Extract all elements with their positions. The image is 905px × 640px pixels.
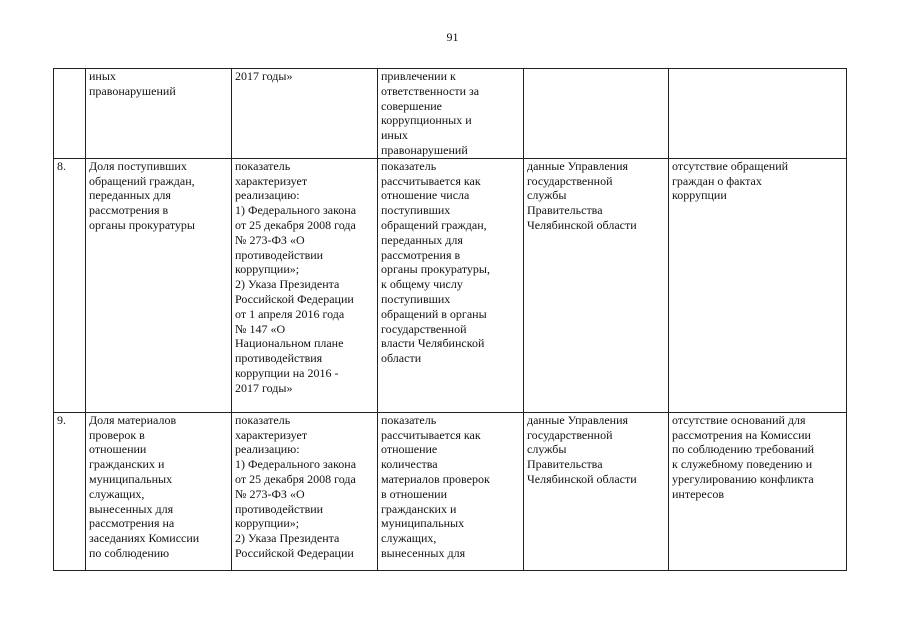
cell-text-line: данные Управления: [527, 158, 629, 173]
cell-text-line: интересов: [672, 486, 725, 501]
cell-text-line: поступивших: [381, 203, 451, 218]
cell-text-line: служащих,: [89, 486, 145, 501]
cell-text-line: от 1 апреля 2016 года: [235, 306, 345, 321]
cell-text-line: показатель: [235, 158, 291, 173]
page-number: 91: [446, 30, 459, 44]
cell-text-line: № 273-ФЗ «О: [235, 486, 305, 501]
cell-text-line: противодействия: [235, 351, 323, 366]
cell-text-line: области: [381, 351, 422, 366]
cell-text-line: 1) Федерального закона: [235, 203, 357, 218]
cell-text-line: государственной: [381, 321, 467, 336]
cell-text-line: муниципальных: [381, 516, 465, 531]
cell-text-line: Правительства: [527, 457, 603, 472]
cell-text-line: по соблюдению: [89, 545, 170, 560]
cell-text-line: коррупции»;: [235, 516, 300, 531]
cell-text-line: службы: [527, 442, 567, 457]
cell-text-line: характеризует: [235, 173, 308, 188]
cell-text-line: обращений в органы: [381, 306, 487, 321]
cell-text-line: поступивших: [381, 291, 451, 306]
cell-text-line: привлечении к: [381, 69, 456, 83]
cell-text-line: показатель: [235, 412, 291, 427]
table-body: [54, 69, 847, 571]
cell-text-line: власти Челябинской: [381, 336, 485, 351]
cell-text-line: 2017 годы»: [235, 380, 293, 395]
cell-source: [524, 412, 669, 570]
table-row: [54, 158, 847, 412]
cell-text-line: характеризует: [235, 427, 308, 442]
cell-text-line: служащих,: [381, 531, 437, 546]
cell-condition: [669, 158, 847, 412]
cell-text-line: государственной: [527, 427, 613, 442]
cell-text-line: иных: [381, 128, 408, 143]
cell-text-line: граждан о фактах: [672, 173, 762, 188]
cell-text-line: Российской Федерации: [235, 291, 354, 306]
cell-text-line: органы прокуратуры: [89, 217, 195, 232]
cell-text-line: 1) Федерального закона: [235, 457, 357, 472]
cell-indicator-name: [86, 412, 232, 570]
cell-source: [524, 158, 669, 412]
cell-text-line: к общему числу: [381, 277, 463, 292]
cell-text-line: правонарушений: [381, 142, 468, 157]
cell-text-line: вынесенных для: [381, 545, 466, 560]
cell-text-line: противодействии: [235, 247, 324, 262]
cell-text-line: обращений граждан,: [89, 173, 195, 188]
cell-text-line: отношение: [381, 442, 438, 457]
cell-text-line: отношении: [89, 442, 147, 457]
cell-text-line: реализацию:: [235, 442, 300, 457]
cell-text-line: заседаниях Комиссии: [89, 531, 200, 546]
cell-text-line: вынесенных для: [89, 501, 174, 516]
cell-text-line: в отношении: [381, 486, 448, 501]
cell-condition: [669, 69, 847, 159]
cell-text-line: Национальном плане: [235, 336, 344, 351]
cell-basis: [232, 158, 378, 412]
cell-calculation: [378, 69, 524, 159]
cell-basis: [232, 69, 378, 159]
cell-text-line: Челябинской области: [527, 471, 637, 486]
cell-text-line: Российской Федерации: [235, 545, 354, 560]
cell-text-line: ответственности за: [381, 83, 480, 98]
cell-text-line: реализацию:: [235, 188, 300, 203]
cell-number: 9.: [54, 412, 86, 570]
cell-text-line: урегулированию конфликта: [672, 471, 814, 486]
cell-text-line: показатель: [381, 158, 437, 173]
cell-text-line: обращений граждан,: [381, 217, 487, 232]
cell-text-line: Доля материалов: [89, 412, 177, 427]
cell-source: [524, 69, 669, 159]
cell-text-line: № 273-ФЗ «О: [235, 232, 305, 247]
cell-text-line: рассмотрения в: [381, 247, 461, 262]
cell-text-line: 2) Указа Президента: [235, 277, 340, 292]
cell-text-line: материалов проверок: [381, 471, 490, 486]
cell-text-line: 2) Указа Президента: [235, 531, 340, 546]
cell-indicator-name: [86, 158, 232, 412]
cell-text-line: от 25 декабря 2008 года: [235, 217, 356, 232]
cell-text-line: гражданских и: [89, 457, 165, 472]
cell-text-line: № 147 «О: [235, 321, 286, 336]
table-row: [54, 69, 847, 159]
cell-text-line: к служебному поведению и: [672, 457, 813, 472]
cell-text-line: рассмотрения на: [89, 516, 175, 531]
cell-text-line: службы: [527, 188, 567, 203]
cell-text-line: данные Управления: [527, 412, 629, 427]
cell-text-line: противодействии: [235, 501, 324, 516]
cell-text-line: проверок в: [89, 427, 145, 442]
cell-calculation: [378, 158, 524, 412]
cell-text-line: от 25 декабря 2008 года: [235, 471, 356, 486]
cell-text-line: коррупции»;: [235, 262, 300, 277]
cell-text-line: рассчитывается как: [381, 427, 481, 442]
cell-text-line: количества: [381, 457, 438, 472]
cell-text-line: совершение: [381, 98, 442, 113]
cell-calculation: [378, 412, 524, 570]
cell-text-line: гражданских и: [381, 501, 457, 516]
cell-text-line: коррупции на 2016 -: [235, 365, 339, 380]
cell-text-line: отсутствие обращений: [672, 158, 789, 173]
cell-text-line: иных: [89, 69, 116, 83]
cell-text-line: Челябинской области: [527, 217, 637, 232]
cell-text-line: государственной: [527, 173, 613, 188]
indicator-table: [53, 68, 847, 571]
cell-indicator-name: [86, 69, 232, 159]
cell-text-line: показатель: [381, 412, 437, 427]
cell-basis: [232, 412, 378, 570]
table-row: [54, 412, 847, 570]
cell-text-line: муниципальных: [89, 471, 173, 486]
cell-text-line: Правительства: [527, 203, 603, 218]
cell-text-line: органы прокуратуры,: [381, 262, 490, 277]
cell-text-line: переданных для: [381, 232, 463, 247]
cell-condition: [669, 412, 847, 570]
cell-text-line: переданных для: [89, 188, 171, 203]
cell-text-line: 2017 годы»: [235, 69, 293, 83]
cell-number: 8.: [54, 158, 86, 412]
cell-text-line: правонарушений: [89, 83, 176, 98]
cell-text-line: по соблюдению требований: [672, 442, 815, 457]
cell-text-line: рассмотрения в: [89, 203, 169, 218]
cell-text-line: отсутствие оснований для: [672, 412, 806, 427]
cell-text-line: рассмотрения на Комиссии: [672, 427, 811, 442]
cell-text-line: рассчитывается как: [381, 173, 481, 188]
cell-text-line: отношение числа: [381, 188, 470, 203]
cell-number: [54, 69, 86, 159]
cell-text-line: коррупционных и: [381, 113, 472, 128]
cell-text-line: коррупции: [672, 188, 727, 203]
cell-text-line: Доля поступивших: [89, 158, 187, 173]
